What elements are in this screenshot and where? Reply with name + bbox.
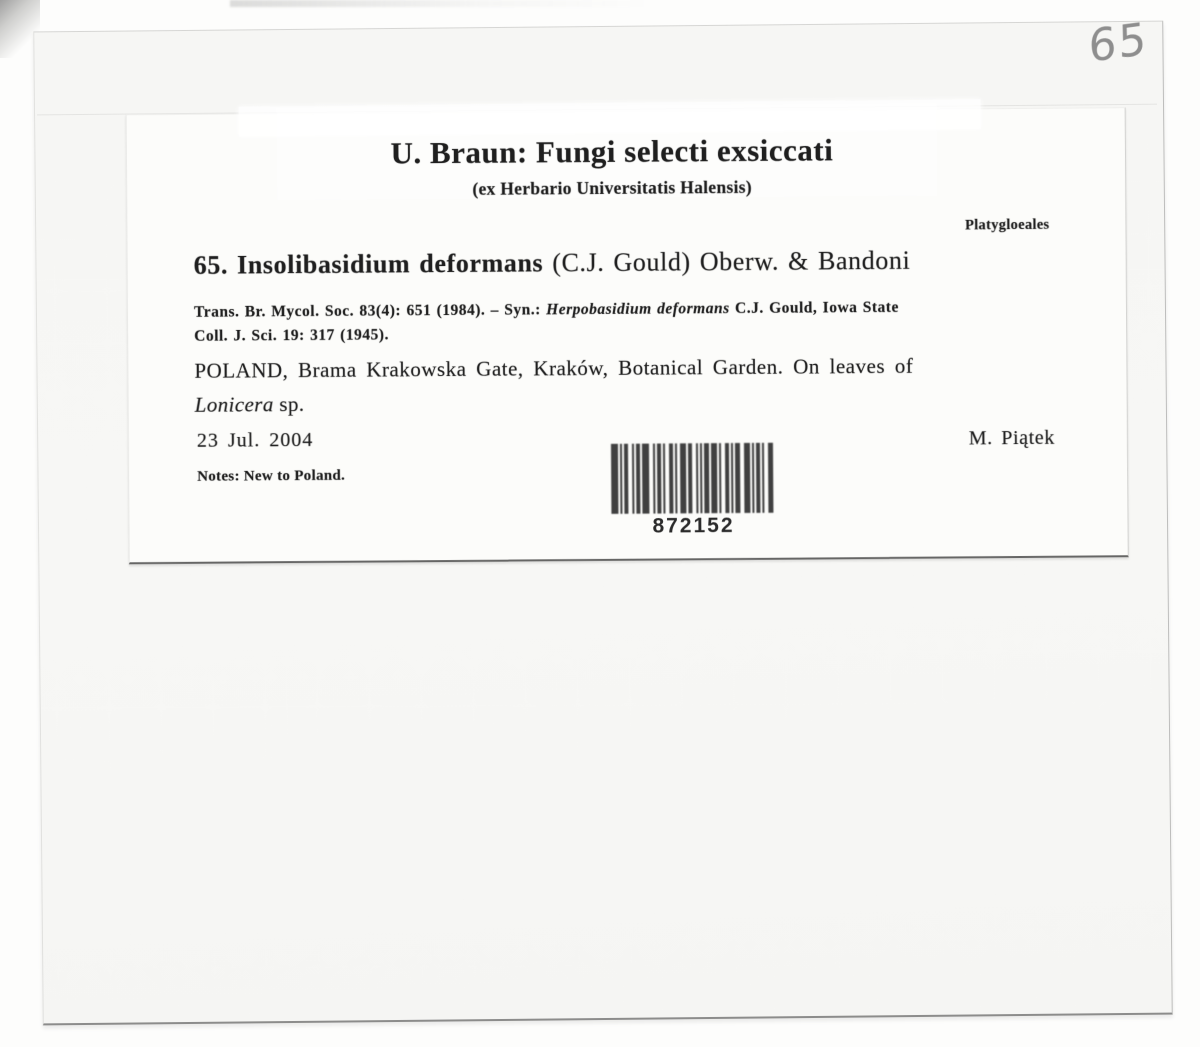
locality-line: POLAND, Brama Krakowska Gate, Kraków, Botanical Garden. On leaves of <box>194 353 914 383</box>
series-subtitle: (ex Herbario Universitatis Halensis) <box>472 176 753 199</box>
species-heading-number-and-name: 65. Insolibasidium deformans <box>193 248 544 280</box>
species-heading <box>194 246 911 281</box>
species-heading-authority: (C.J. Gould) Oberw. & Bandoni <box>543 245 911 278</box>
citation-block <box>194 296 899 349</box>
scan-edge-smudge <box>230 0 650 7</box>
citation-synonym: Herpobasidium deformans <box>546 300 730 319</box>
barcode-number: 872152 <box>652 514 735 538</box>
citation-line2: Coll. J. Sci. 19: 317 (1945). <box>194 326 389 345</box>
collection-date: 23 Jul. 2004 <box>196 428 314 452</box>
notes-line: Notes: New to Poland. <box>197 467 346 485</box>
barcode-block <box>611 443 776 539</box>
host-genus: Lonicera <box>194 392 274 417</box>
host-rank: sp. <box>273 392 305 417</box>
handwritten-accession-number: 65 <box>1087 13 1149 74</box>
order-name: Platygloeales <box>964 216 1050 234</box>
specimen-envelope <box>33 13 1172 1026</box>
exsiccata-label <box>126 107 1129 564</box>
host-line <box>195 392 305 418</box>
collector-name: M. Piątek <box>968 426 1056 450</box>
barcode-icon <box>611 443 775 514</box>
citation-line1-end: C.J. Gould, Iowa State <box>729 298 899 318</box>
citation-prefix: Trans. Br. Mycol. Soc. 83(4): 651 (1984). – Syn.: <box>193 301 547 321</box>
series-title: U. Braun: Fungi selecti exsiccati <box>390 132 834 171</box>
